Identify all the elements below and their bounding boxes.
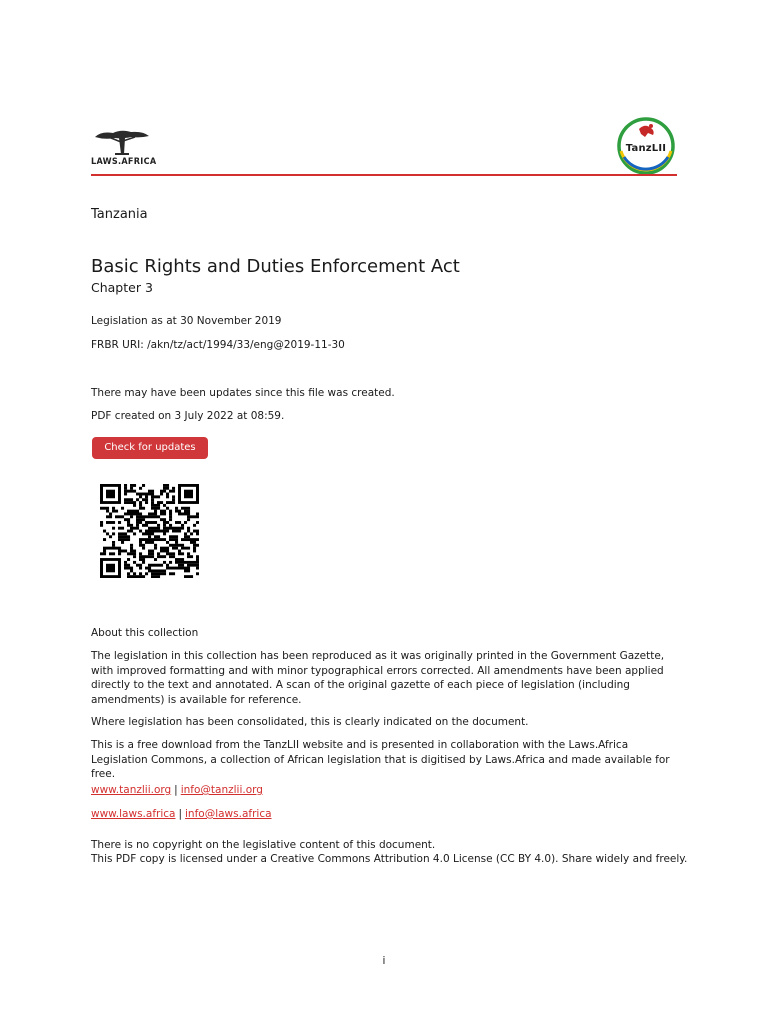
header-rule <box>91 174 677 176</box>
tanzlii-website-link[interactable]: www.tanzlii.org <box>91 784 172 796</box>
copyright-note: There is no copyright on the legislative content of this document. <box>91 839 436 851</box>
updates-note: There may have been updates since this file was created. <box>91 387 395 399</box>
country-label: Tanzania <box>91 207 148 222</box>
legislation-date: Legislation as at 30 November 2019 <box>91 315 282 327</box>
tree-icon <box>91 128 153 158</box>
about-paragraph-2: Where legislation has been consolidated, this is clearly indicated on the document. <box>91 716 529 728</box>
lawsafrica-contact-line <box>91 808 272 820</box>
lawsafrica-email-link[interactable]: info@laws.africa <box>185 808 272 820</box>
check-for-updates-button[interactable]: Check for updates <box>92 437 208 459</box>
page-number: i <box>382 955 386 967</box>
link-separator: | <box>174 784 178 796</box>
lawsafrica-website-link[interactable]: www.laws.africa <box>91 808 176 820</box>
tanzlii-email-link[interactable]: info@tanzlii.org <box>180 784 263 796</box>
about-heading: About this collection <box>91 627 199 639</box>
page-header <box>91 128 677 176</box>
license-note: This PDF copy is licensed under a Creative Commons Attribution 4.0 License (CC BY 4.0). Share widely and freely. <box>91 853 688 865</box>
link-separator: | <box>178 808 183 820</box>
chapter-label: Chapter 3 <box>91 280 153 295</box>
about-paragraph-3: This is a free download from the TanzLII website and is presented in collaboration with the Laws.Africa Legislation Commons, a collection of African legislation that is digitised by Laws.Africa and made available for free. <box>91 739 670 781</box>
document-title: Basic Rights and Duties Enforcement Act <box>91 256 460 277</box>
qr-code-icon <box>100 484 199 578</box>
pdf-created-date: PDF created on 3 July 2022 at 08:59. <box>91 410 285 422</box>
qr-code[interactable] <box>100 484 199 578</box>
frbr-uri: FRBR URI: /akn/tz/act/1994/33/eng@2019-11-30 <box>91 339 345 351</box>
tanzlii-logo <box>615 115 677 177</box>
about-paragraph-1: The legislation in this collection has been reproduced as it was originally printed in the Government Gazette, with improved formatting and with minor typographical errors corrected. All amendments have been applied directly to the text and annotated. A scan of the original gazette of each piece of legislation (including amendments) is available for reference. <box>91 650 665 706</box>
tanzlii-contact-line <box>91 784 263 796</box>
laws-africa-logo <box>91 128 161 172</box>
tanzlii-wordmark: TanzLII <box>625 143 667 154</box>
laws-africa-wordmark: LAWS.AFRICA <box>91 157 157 167</box>
